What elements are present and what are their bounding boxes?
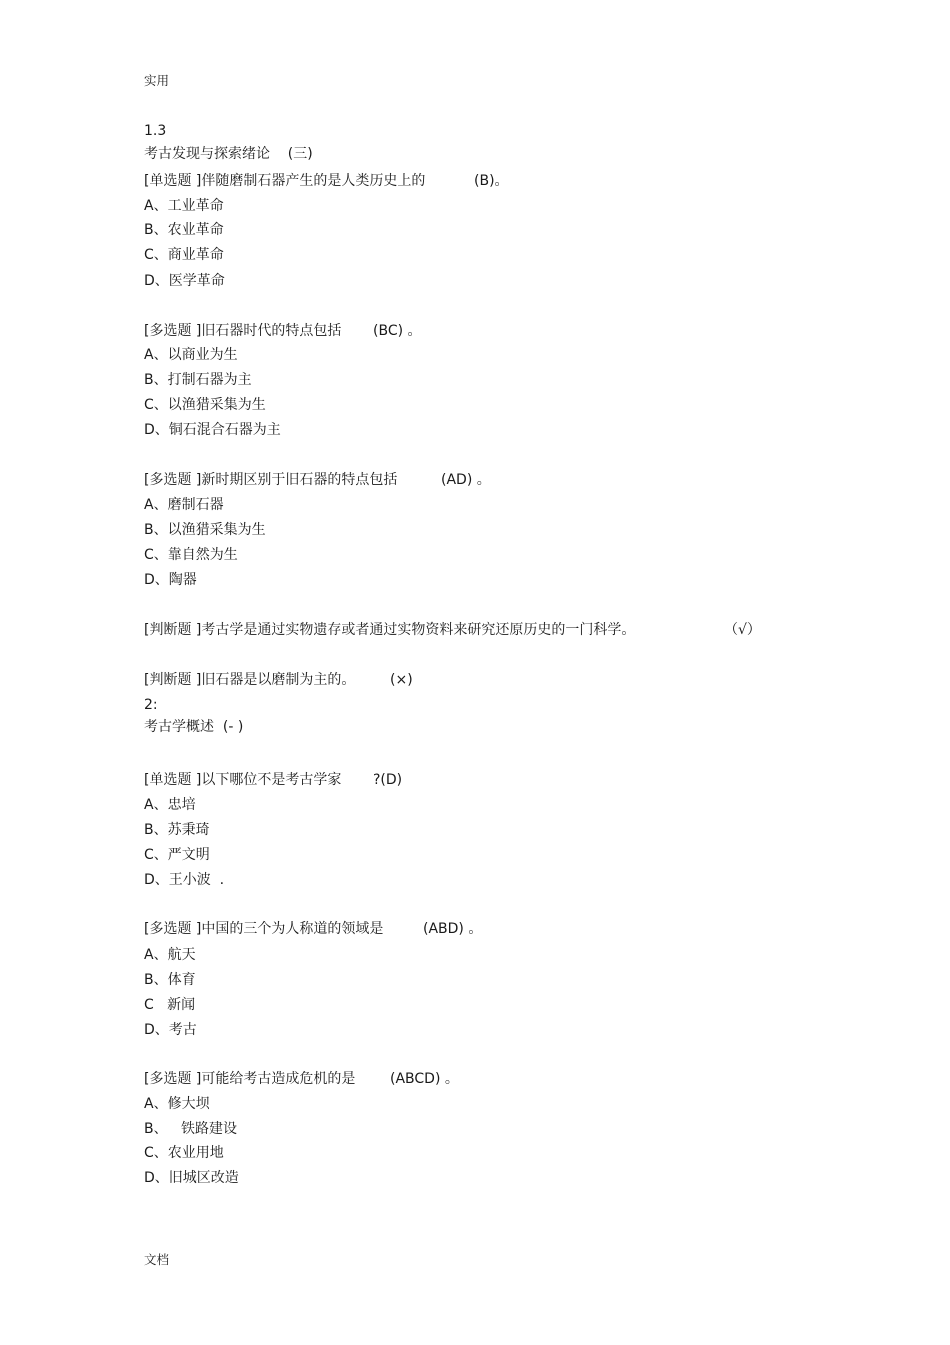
question-answer: (ABCD) 。 — [390, 1071, 459, 1087]
page-footer: 文档 — [144, 1252, 170, 1267]
option: A、修大坝 — [144, 1096, 210, 1112]
option: C 新闻 — [144, 997, 196, 1013]
question-answer: (BC) 。 — [373, 323, 422, 339]
page-header: 实用 — [144, 73, 170, 88]
question-stem: [单选题 ]以下哪位不是考古学家 — [144, 772, 342, 788]
option: B、以渔猎采集为生 — [144, 522, 266, 538]
question-stem: [多选题 ]中国的三个为人称道的领域是 — [144, 921, 384, 937]
question-stem: [单选题 ]伴随磨制石器产生的是人类历史上的 — [144, 173, 426, 189]
option: C、严文明 — [144, 847, 210, 863]
option: A、航天 — [144, 947, 196, 963]
option: C、商业革命 — [144, 247, 224, 263]
section-number: 1.3 — [144, 123, 167, 139]
question-stem: [多选题 ]可能给考古造成危机的是 — [144, 1071, 356, 1087]
question-answer: (B)。 — [474, 173, 509, 189]
question-answer: (ABD) 。 — [423, 921, 483, 937]
section-number: 2: — [144, 697, 158, 713]
option: D、陶器 — [144, 572, 197, 588]
option: C、农业用地 — [144, 1145, 224, 1161]
question-answer: (×) — [390, 672, 413, 688]
option: A、以商业为生 — [144, 347, 238, 363]
question-answer: ?(D) — [373, 772, 403, 788]
question-answer: (AD) 。 — [441, 472, 491, 488]
option: B、 铁路建设 — [144, 1121, 237, 1137]
question-stem: [判断题 ]考古学是通过实物遗存或者通过实物资料来研究还原历史的一门科学。 — [144, 622, 636, 638]
option: B、体育 — [144, 972, 196, 988]
question-stem: [多选题 ]旧石器时代的特点包括 — [144, 323, 342, 339]
option: D、旧城区改造 — [144, 1170, 239, 1186]
option: A、忠培 — [144, 797, 196, 813]
question-stem: [多选题 ]新时期区别于旧石器的特点包括 — [144, 472, 398, 488]
option: B、打制石器为主 — [144, 372, 252, 388]
section-title: 考古学概述 (- ) — [144, 719, 244, 735]
option: C、以渔猎采集为生 — [144, 397, 266, 413]
option: D、医学革命 — [144, 273, 225, 289]
section-title: 考古发现与探索绪论 (三) — [144, 146, 313, 162]
option: A、磨制石器 — [144, 497, 224, 513]
question-stem: [判断题 ]旧石器是以磨制为主的。 — [144, 672, 356, 688]
option: D、铜石混合石器为主 — [144, 422, 281, 438]
option: D、考古 — [144, 1022, 197, 1038]
option: D、王小波 . — [144, 872, 225, 888]
option: B、农业革命 — [144, 222, 224, 238]
option: C、靠自然为生 — [144, 547, 238, 563]
option: A、工业革命 — [144, 198, 224, 214]
option: B、苏秉琦 — [144, 822, 210, 838]
question-answer: （√） — [724, 622, 761, 638]
